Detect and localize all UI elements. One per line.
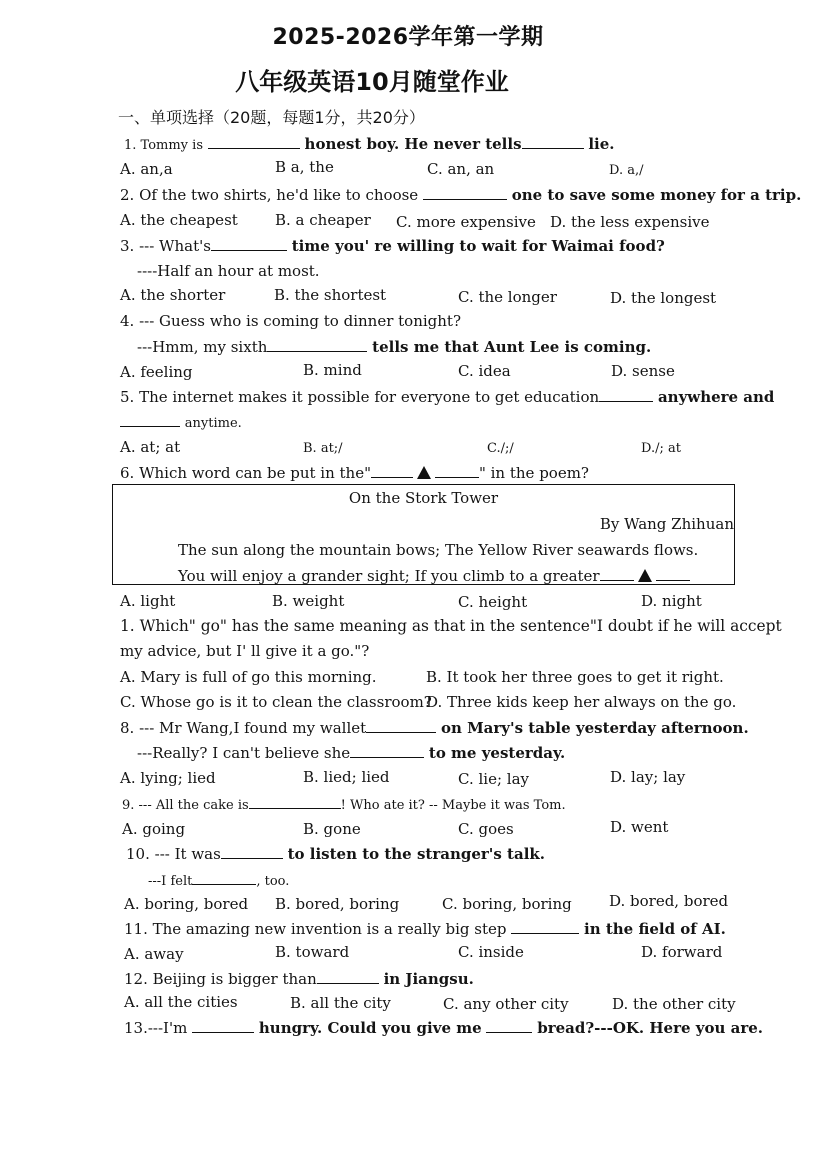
answer-blank [522,134,584,149]
option-a: A. lying; lied [120,769,216,787]
question-text: ---Hmm, my sixth [137,338,268,356]
option-c: C. any other city [443,995,569,1013]
question-text: 6. Which word can be put in the" [120,464,371,482]
option-a: A. at; at [120,438,181,456]
question-text: lie. [588,135,615,153]
poem-title: On the Stork Tower [348,489,499,507]
answer-blank [486,1018,532,1033]
option-b: B a, the [275,158,334,176]
option-d: D. the other city [612,995,736,1013]
assignment-title: 八年级英语10月随堂作业 [235,68,509,96]
answer-blank [600,566,634,581]
question-text: 8. --- Mr Wang,I found my wallet [120,719,367,737]
option-d: D. the less expensive [550,213,710,231]
answer-blank [656,566,690,581]
option-a: A. the cheapest [120,211,238,229]
poem-author: By Wang Zhihuan [599,515,734,533]
question-text: anytime. [184,416,242,431]
question-text: 2. Of the two shirts, he'd like to choose [120,186,419,204]
question-4-dialogue [137,337,651,357]
option-a: A. an,a [120,160,173,178]
question-text: on Mary's table yesterday afternoon. [440,719,749,737]
option-c: C. more expensive [396,213,536,231]
answer-blank [599,387,653,402]
option-d: D. went [610,818,669,836]
option-b: B. It took her three goes to get it right. [426,668,724,686]
question-text: honest boy. He never tells [304,135,522,153]
option-c: C. inside [458,943,524,961]
option-b: B. the shortest [274,286,387,304]
option-c: C./;/ [487,441,514,456]
question-8 [120,718,749,738]
question-text: 3. --- What's [120,237,211,255]
dialogue-answer: ----Half an hour at most. [137,262,320,280]
question-5 [120,387,774,407]
answer-blank [208,134,300,149]
question-text: in Jiangsu. [383,970,474,988]
option-c: C. the longer [458,288,557,306]
option-b: B. at;/ [303,441,343,456]
option-d: D. a,/ [609,163,644,178]
option-c: C. goes [458,820,514,838]
option-a: A. Mary is full of go this morning. [120,668,377,686]
question-text: 11. The amazing new invention is a really big step [124,920,507,938]
question-7-cont: my advice, but I' ll give it a go."? [120,642,370,660]
option-a: A. away [124,945,184,963]
question-11 [124,919,726,939]
question-text: 13.---I'm [124,1019,188,1037]
option-b: B. weight [272,592,345,610]
option-a: A. the shorter [120,286,226,304]
question-5-cont [120,412,242,434]
option-b: B. lied; lied [303,768,390,786]
option-d: D. Three kids keep her always on the go. [426,693,737,711]
answer-blank [249,794,341,809]
question-6 [120,463,589,483]
option-b: B. gone [303,820,361,838]
question-text: bread?---OK. Here you are. [537,1019,763,1037]
option-a: A. going [122,820,186,838]
question-text: to listen to the stranger's talk. [287,845,546,863]
section-heading: 一、单项选择（20题，每题1分，共20分） [118,108,425,127]
option-d: D. forward [641,943,723,961]
option-b: B. mind [303,361,362,379]
question-4: 4. --- Guess who is coming to dinner tonight? [120,312,461,330]
question-text: ---Really? I can't believe she [137,744,351,762]
question-8-dialogue [137,743,565,763]
question-text: 1. Tommy is [124,138,203,153]
option-b: B. bored, boring [275,895,400,913]
poem-line: The sun along the mountain bows; The Yellow River seawards flows. [178,541,699,559]
question-13 [124,1018,763,1038]
question-text: 10. --- It was [126,845,221,863]
poem-box [112,484,735,585]
poem-text: You will enjoy a grander sight; If you climb to a greater [178,567,600,585]
question-2 [120,185,801,205]
question-text: time you' re willing to wait for Waimai food? [291,237,665,255]
option-d: D./; at [641,441,681,456]
answer-blank [120,412,180,427]
answer-blank [423,185,507,200]
answer-blank [350,743,424,758]
answer-blank [267,337,367,352]
term-title: 2025-2026学年第一学期 [272,25,544,50]
poem-line [178,566,690,585]
question-9 [122,794,566,816]
answer-blank [371,463,413,478]
option-a: A. feeling [120,363,193,381]
question-text: 9. --- All the cake is [122,798,249,813]
triangle-icon [638,569,652,582]
option-c: C. idea [458,362,511,380]
option-d: D. bored, bored [609,892,729,910]
answer-blank [317,969,379,984]
triangle-icon [417,466,431,479]
question-3 [120,236,665,256]
option-b: B. toward [275,943,350,961]
question-1 [124,134,614,156]
question-10 [126,844,545,864]
option-a: A. all the cities [124,993,238,1011]
answer-blank [221,844,283,859]
question-text: one to save some money for a trip. [511,186,802,204]
option-d: D. sense [611,362,675,380]
question-text: in the field of AI. [584,920,726,938]
question-text: " in the poem? [478,464,589,482]
question-text: 5. The internet makes it possible for everyone to get education [120,388,600,406]
question-text: tells me that Aunt Lee is coming. [372,338,652,356]
answer-blank [211,236,287,251]
question-text: ! Who ate it? -- Maybe it was Tom. [340,798,566,813]
question-text: hungry. Could you give me [258,1019,482,1037]
answer-blank [192,870,256,885]
option-d: D. night [641,592,702,610]
option-c: C. an, an [427,160,495,178]
option-d: D. the longest [610,289,717,307]
question-10-dialogue [148,870,289,892]
option-b: B. a cheaper [275,211,371,229]
question-12 [124,969,474,989]
option-a: A. light [120,592,176,610]
option-c: C. boring, boring [442,895,572,913]
question-text: anywhere and [657,388,775,406]
option-c: C. lie; lay [458,770,529,788]
option-c: C. height [458,593,528,611]
answer-blank [435,463,479,478]
question-7: 1. Which" go" has the same meaning as that in the sentence"I doubt if he will accept [120,617,782,635]
question-text: to me yesterday. [428,744,566,762]
question-text: 12. Beijing is bigger than [124,970,317,988]
option-d: D. lay; lay [610,768,686,786]
question-text: ---I felt [148,874,193,889]
option-a: A. boring, bored [124,895,249,913]
question-text: , too. [256,874,290,889]
option-c: C. Whose go is it to clean the classroom? [120,693,432,711]
answer-blank [511,919,579,934]
answer-blank [192,1018,254,1033]
answer-blank [366,718,436,733]
option-b: B. all the city [290,994,391,1012]
